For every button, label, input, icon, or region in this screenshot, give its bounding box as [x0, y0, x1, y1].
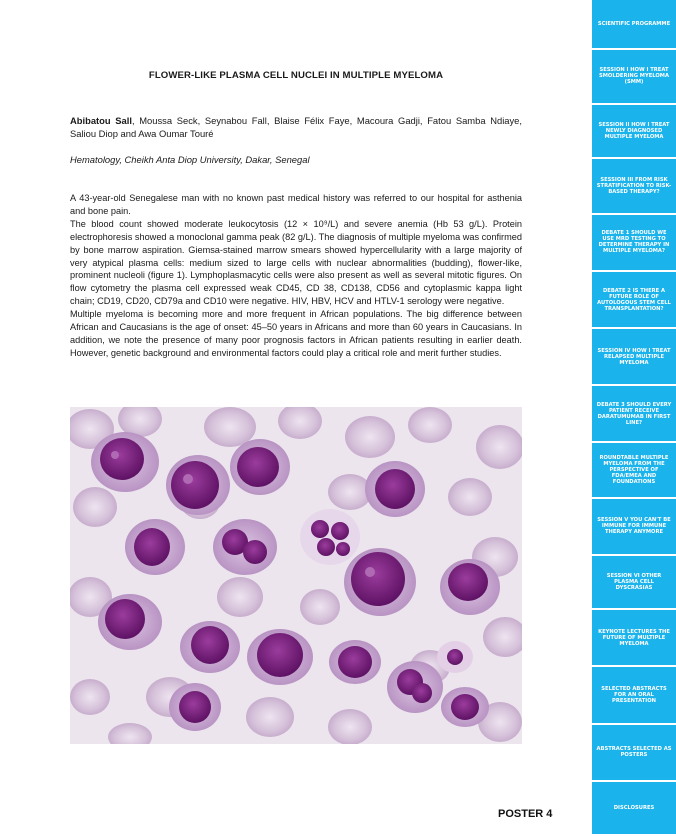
abstract-body — [70, 192, 522, 360]
co-authors: , Moussa Seck, Seynabou Fall, Blaise Félix Faye, Macoura Gadji, Fatou Samba Ndiaye, Saliou Diop and Awa Oumar Touré — [70, 115, 522, 139]
bone-marrow-smear-figure — [70, 407, 522, 744]
sidebar-item-debate-2[interactable]: DEBATE 2 IS THERE A FUTURE ROLE OF AUTOLOGOUS STEM CELL TRANSPLANTATION? — [592, 272, 676, 327]
sidebar-item-abstracts-posters[interactable]: ABSTRACTS SELECTED AS POSTERS — [592, 725, 676, 780]
sidebar-item-keynote-lectures[interactable]: KEYNOTE LECTURES THE FUTURE OF MULTIPLE MYELOMA — [592, 610, 676, 665]
sidebar-item-session-4[interactable]: SESSION IV HOW I TREAT RELAPSED MULTIPLE MYELOMA — [592, 329, 676, 384]
sidebar-item-session-5[interactable]: SESSION V YOU CAN'T BE IMMUNE FOR IMMUNE THERAPY ANYMORE — [592, 499, 676, 554]
sidebar-item-debate-1[interactable]: DEBATE 1 SHOULD WE USE MRD TESTING TO DETERMINE THERAPY IN MULTIPLE MYELOMA? — [592, 215, 676, 270]
article-title: FLOWER-LIKE PLASMA CELL NUCLEI IN MULTIPLE MYELOMA — [148, 70, 444, 81]
sidebar-item-disclosures[interactable]: DISCLOSURES — [592, 782, 676, 834]
poster-number: POSTER 4 — [498, 808, 553, 820]
sidebar-item-session-6[interactable]: SESSION VI OTHER PLASMA CELL DYSCRASIAS — [592, 556, 676, 608]
programme-sidebar — [592, 0, 676, 836]
sidebar-item-debate-3[interactable]: DEBATE 3 SHOULD EVERY PATIENT RECEIVE DARATUMUMAB IN FIRST LINE? — [592, 386, 676, 440]
abstract-paragraph: Multiple myeloma is becoming more and more frequent in African populations. The big difference between African and Caucasians is the age of onset: 45–50 years in Africans and more than 60 years in Caucasians. In addition, we note the presence of many poor prognosis factors in African patients resulting in earlier death. However, genetic background and environmental factors could play a critical role and merit further studies. — [70, 309, 522, 358]
sidebar-item-scientific-programme[interactable]: SCIENTIFIC PROGRAMME — [592, 0, 676, 48]
affiliation: Hematology, Cheikh Anta Diop University, Dakar, Senegal — [70, 154, 310, 165]
sidebar-item-roundtable[interactable]: ROUNDTABLE MULTIPLE MYELOMA FROM THE PERSPECTIVE OF FDA/EMEA AND FOUNDATIONS — [592, 443, 676, 497]
author-list — [70, 114, 522, 140]
sidebar-item-session-1[interactable]: SESSION I HOW I TREAT SMOLDERING MYELOMA (SMM) — [592, 50, 676, 102]
first-author: Abibatou Sall — [70, 115, 132, 126]
sidebar-item-session-3[interactable]: SESSION III FROM RISK STRATIFICATION TO RISK-BASED THERAPY? — [592, 159, 676, 213]
sidebar-item-selected-abstracts-oral[interactable]: SELECTED ABSTRACTS FOR AN ORAL PRESENTATION — [592, 667, 676, 722]
abstract-paragraph: A 43-year-old Senegalese man with no known past medical history was referred to our hospital for asthenia and bone pain. — [70, 193, 522, 216]
sidebar-item-session-2[interactable]: SESSION II HOW I TREAT NEWLY DIAGNOSED MULTIPLE MYELOMA — [592, 105, 676, 157]
abstract-paragraph: The blood count showed moderate leukocytosis (12 × 10⁹/L) and severe anemia (Hb 53 g/L). Protein electrophoresis showed a monoclonal gamma peak (82 g/L). The diagnosis of multiple myeloma was confirmed by bone marrow aspiration. Giemsa-stained marrow smears showed hypercellularity with a large majority of very atypical plasma cells: medium sized to large cells with nuclear abnormalities (budding), flower-like, prominent nucleoli (figure 1). Lymphoplasmacytic cells were also present as well as several mitotic figures. On flow cytometry the plasma cell expressed weak CD45, CD 38, CD138, CD56 and cytoplasmic kappa light chain; CD19, CD20, CD79a and CD10 were negative. HIV, HBV, HCV and HTLV-1 serology were negative. — [70, 218, 522, 307]
smear-micrograph — [70, 407, 522, 744]
